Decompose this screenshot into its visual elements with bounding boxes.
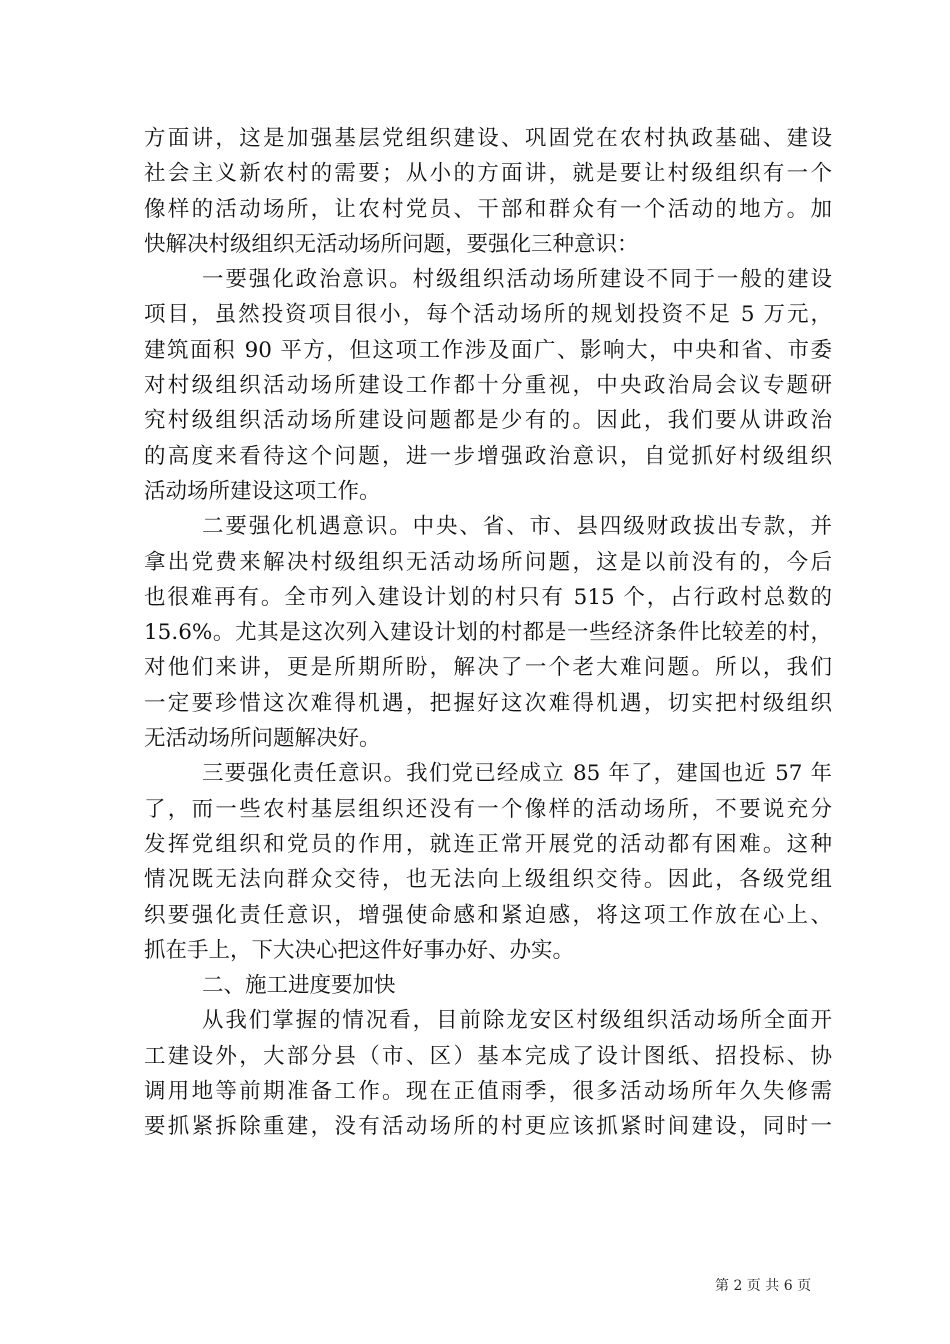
paragraph-first-line: 二要强化机遇意识。中央、省、市、县四级财政拔出专款，并 [202,514,832,540]
text-line: 对他们来讲，更是所期所盼，解决了一个老大难问题。所以，我们 [144,655,832,681]
text-line: 拿出党费来解决村级组织无活动场所问题，这是以前没有的，今后 [144,549,832,575]
text-line: 一定要珍惜这次难得机遇，把握好这次难得机遇，切实把村级组织 [144,690,832,716]
text-line: 像样的活动场所，让农村党员、干部和群众有一个活动的地方。加 [144,196,832,222]
text-line: 情况既无法向群众交待，也无法向上级组织交待。因此，各级党组 [144,867,832,893]
text-line: 15.6%。尤其是这次列入建设计划的村都是一些经济条件比较差的村， [144,620,832,646]
text-line: 织要强化责任意识，增强使命感和紧迫感，将这项工作放在心上、 [144,902,832,928]
section-heading: 二、施工进度要加快 [202,973,396,999]
document-body [144,121,832,1145]
text-line: 发挥党组织和党员的作用，就连正常开展党的活动都有困难。这种 [144,831,832,857]
text-line: 了，而一些农村基层组织还没有一个像样的活动场所，不要说充分 [144,796,832,822]
text-line: 究村级组织活动场所建设问题都是少有的。因此，我们要从讲政治 [144,408,832,434]
text-line: 方面讲，这是加强基层党组织建设、巩固党在农村执政基础、建设 [144,126,832,151]
text-line: 的高度来看待这个问题，进一步增强政治意识，自觉抓好村级组织 [144,443,832,469]
text-line: 对村级组织活动场所建设工作都十分重视，中央政治局会议专题研 [144,373,832,399]
text-line: 工建设外，大部分县（市、区）基本完成了设计图纸、招投标、协 [144,1043,832,1069]
text-line: 调用地等前期准备工作。现在正值雨季，很多活动场所年久失修需 [144,1079,832,1105]
text-line: 也很难再有。全市列入建设计划的村只有 515 个，占行政村总数的 [144,584,832,610]
text-line: 建筑面积 90 平方，但这项工作涉及面广、影响大，中央和省、市委 [144,337,832,363]
paragraph-first-line: 从我们掌握的情况看，目前除龙安区村级组织活动场所全面开 [202,1008,832,1034]
text-line: 项目，虽然投资项目很小，每个活动场所的规划投资不足 5 万元， [144,302,832,328]
paragraph-first-line: 三要强化责任意识。我们党已经成立 85 年了，建国也近 57 年 [202,761,832,787]
text-line: 社会主义新农村的需要；从小的方面讲，就是要让村级组织有一个 [144,161,832,187]
text-line: 无活动场所问题解决好。 [144,726,381,752]
text-line: 抓在手上，下大决心把这件好事办好、办实。 [144,937,575,963]
text-line: 要抓紧拆除重建，没有活动场所的村更应该抓紧时间建设，同时一 [144,1114,832,1140]
text-line: 活动场所建设这项工作。 [144,478,381,504]
paragraph-first-line: 一要强化政治意识。村级组织活动场所建设不同于一般的建设 [202,267,832,293]
page-number: 第 2 页 共 6 页 [715,1278,812,1294]
text-line: 快解决村级组织无活动场所问题，要强化三种意识： [144,231,639,257]
